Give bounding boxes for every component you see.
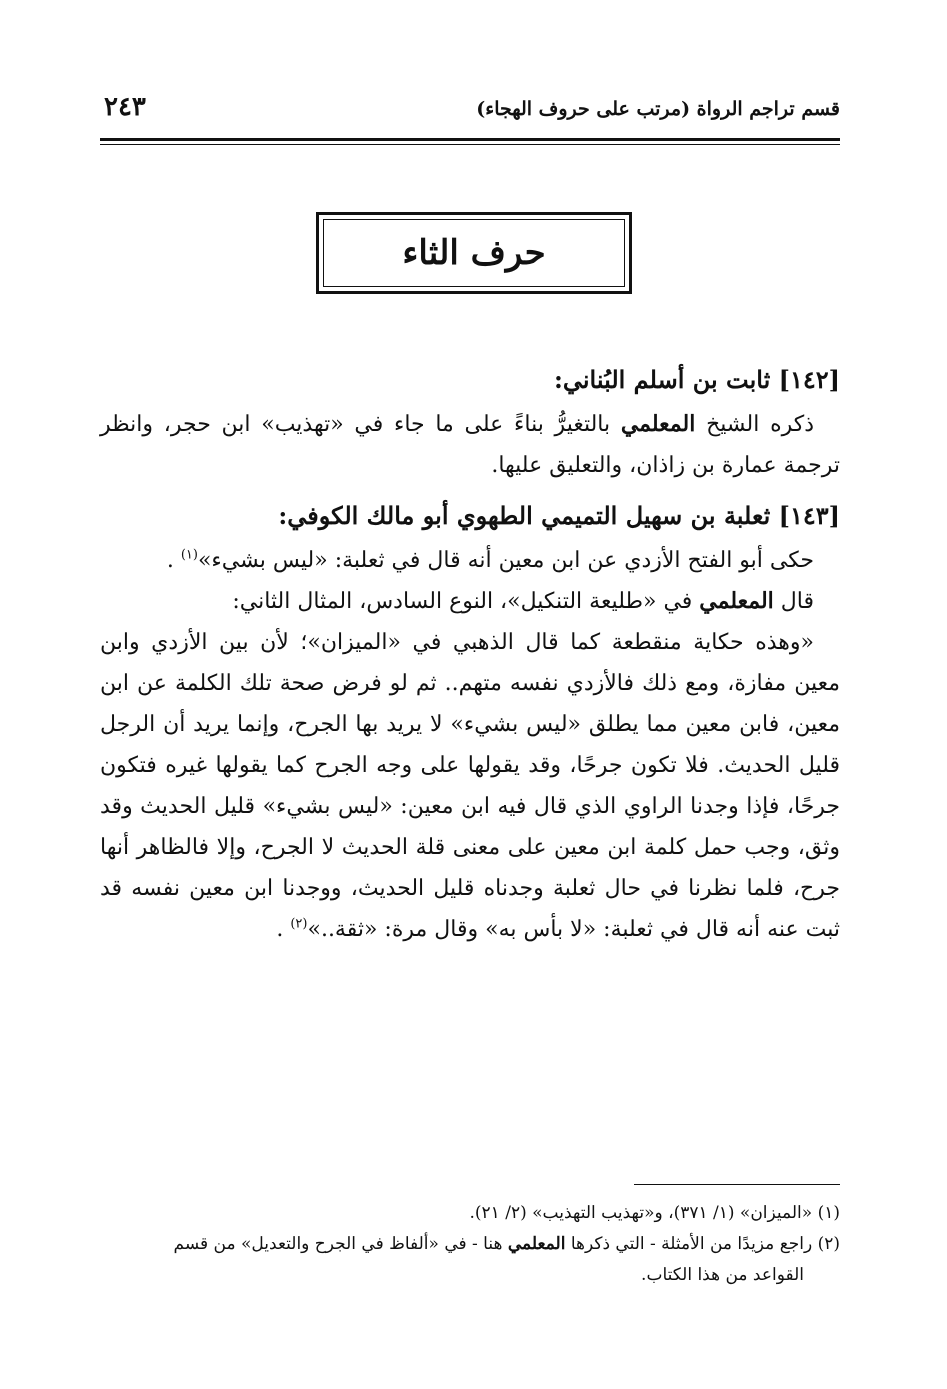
running-header — [100, 92, 840, 132]
entry-143-quote — [100, 622, 840, 950]
entry-142-paragraph — [100, 404, 840, 486]
entry-143-line-2-before: قال — [773, 589, 814, 614]
entry-143-quote-text: «وهذه حكاية منقطعة كما قال الذهبي في «الميزان»؛ لأن بين الأزدي وابن معين مفازة، ومع ذلك فالأزدي نفسه متهم.. ثم لو فرض صحة تلك الكلمة عن ابن معين، فابن معين مما يطلق «ليس بشيء» لا يريد بها الجرح، وإنما يريد أن الرجل قليل الحديث. فلا تكون جرحًا، وقد يقولها على وجه الجرح كما يقولها غيره فتكون جرحًا، فإذا وجدنا الراوي الذي قال فيه ابن معين: «ليس بشيء» قليل الحديث وقد وثق، وجب حمل كلمة ابن معين على معنى قلة الحديث لا الجرح، وإلا فالظاهر أنها جرح، فلما نظرنا في حال ثعلبة وجدناه قليل الحديث، ووجدنا ابن معين نفسه قد ثبت عنه أنه قال في ثعلبة: «لا بأس به» وقال مرة: «ثقة..» — [100, 630, 840, 942]
page-number: ٢٤٣ — [104, 92, 146, 122]
chapter-title-box — [316, 212, 632, 294]
running-header-title: قسم تراجم الرواة (مرتب على حروف الهجاء) — [476, 98, 840, 120]
entry-heading-143: [١٤٣] ثعلبة بن سهيل التميمي الطهوي أبو مالك الكوفي: — [278, 501, 840, 530]
header-rule-thick — [100, 138, 840, 141]
footnote-separator — [634, 1184, 840, 1185]
footnote-2-bold: المعلمي — [507, 1234, 566, 1254]
footnote-2-before: (٢) راجع مزيدًا من الأمثلة - التي ذكرها — [565, 1234, 840, 1254]
entry-143-line-2-bold: المعلمي — [699, 588, 774, 614]
footnote-2-continuation: القواعد من هذا الكتاب. — [641, 1265, 804, 1285]
chapter-title: حرف الثاء — [402, 233, 546, 273]
entry-142-bold-name: المعلمي — [620, 411, 696, 437]
entry-142-text-before: ذكره الشيخ — [695, 412, 815, 437]
footnote-ref-2[interactable]: (٢) — [290, 916, 308, 932]
entry-143-line-2 — [100, 581, 840, 622]
entry-143-line-1-text: حكى أبو الفتح الأزدي عن ابن معين أنه قال في ثعلبة: «ليس بشيء» — [197, 548, 814, 573]
entry-heading-142: [١٤٢] ثابت بن أسلم البُناني: — [553, 365, 840, 394]
footnotes — [100, 1198, 840, 1291]
chapter-title-inner-frame — [323, 219, 625, 287]
entry-143-line-1 — [100, 540, 840, 581]
entry-143-line-2-after: في «طليعة التنكيل»، النوع السادس، المثال الثاني: — [232, 589, 700, 614]
main-text — [100, 356, 840, 950]
entry-142-text-after: بالتغيرُّ بناءً على ما جاء في «تهذيب» ابن حجر، وانظر ترجمة عمارة بن زاذان، والتعليق عليها. — [100, 412, 840, 478]
entry-143-line-1-end: . — [166, 548, 181, 573]
footnote-ref-1[interactable]: (١) — [180, 547, 198, 563]
footnote-2 — [100, 1229, 840, 1260]
header-rule-thin — [100, 144, 840, 145]
footnote-2-after: هنا - في «ألفاظ في الجرح والتعديل» من قسم — [173, 1234, 508, 1254]
footnote-1: (١) «الميزان» (١/ ٣٧١)، و«تهذيب التهذيب» (٢/ ٢١). — [469, 1203, 840, 1223]
entry-143-quote-end: . — [276, 917, 291, 942]
